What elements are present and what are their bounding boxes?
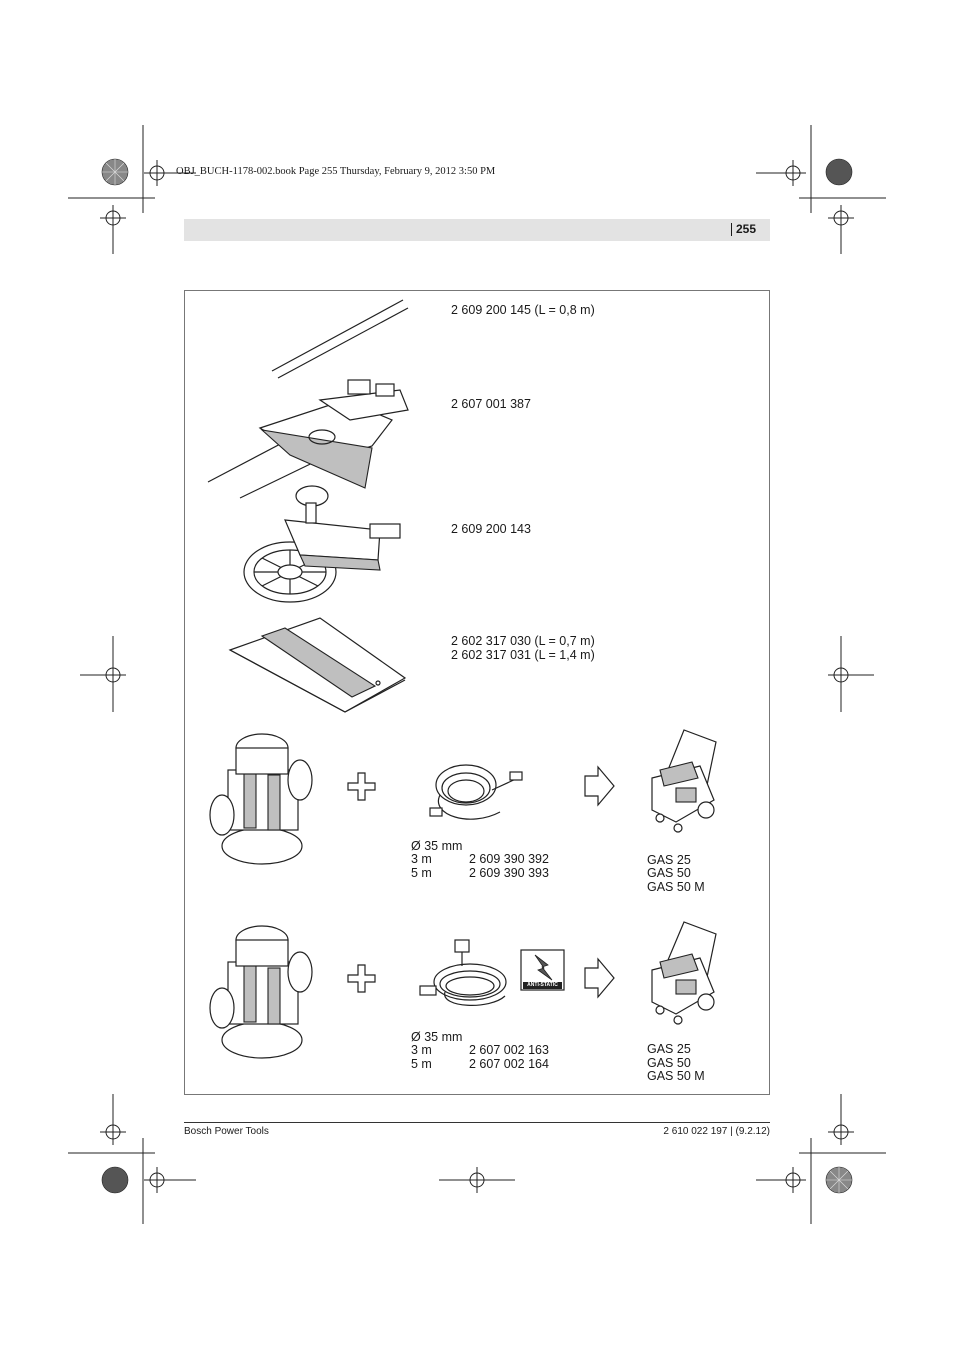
hose-part-number: 2 607 002 164 [469, 1057, 549, 1071]
footer-document-number: 2 610 022 197 | (9.2.12) [663, 1126, 770, 1137]
page-number: 255 [731, 223, 756, 236]
vacuum-model: GAS 25 [647, 1042, 691, 1056]
adapter-part-number: 2 609 200 143 [451, 522, 531, 536]
hose-length: 5 m [411, 1057, 432, 1071]
hose-length: 3 m [411, 1043, 432, 1057]
vacuum-model: GAS 50 M [647, 880, 705, 894]
antistatic-label: ANTI-STATIC [527, 982, 558, 988]
hose-part-number: 2 607 002 163 [469, 1043, 549, 1057]
rods-part-number: 2 609 200 145 (L = 0,8 m) [451, 303, 595, 317]
guide-part-number: 2 607 001 387 [451, 397, 531, 411]
vacuum-model: GAS 50 [647, 866, 691, 880]
rail-part-number-long: 2 602 317 031 (L = 1,4 m) [451, 648, 595, 662]
vacuum-model: GAS 50 M [647, 1069, 705, 1083]
hose-length: 3 m [411, 852, 432, 866]
footer-brand: Bosch Power Tools [184, 1126, 269, 1137]
hose-diameter: Ø 35 mm [411, 1030, 463, 1044]
hose-part-number: 2 609 390 393 [469, 866, 549, 880]
vacuum-model: GAS 25 [647, 853, 691, 867]
printer-line: OBJ_BUCH-1178-002.book Page 255 Thursday, February 9, 2012 3:50 PM [176, 166, 496, 177]
hose-diameter: Ø 35 mm [411, 839, 463, 853]
footer-rule [184, 1122, 770, 1123]
rail-part-number-short: 2 602 317 030 (L = 0,7 m) [451, 634, 595, 648]
hose-part-number: 2 609 390 392 [469, 852, 549, 866]
hose-length: 5 m [411, 866, 432, 880]
vacuum-model: GAS 50 [647, 1056, 691, 1070]
